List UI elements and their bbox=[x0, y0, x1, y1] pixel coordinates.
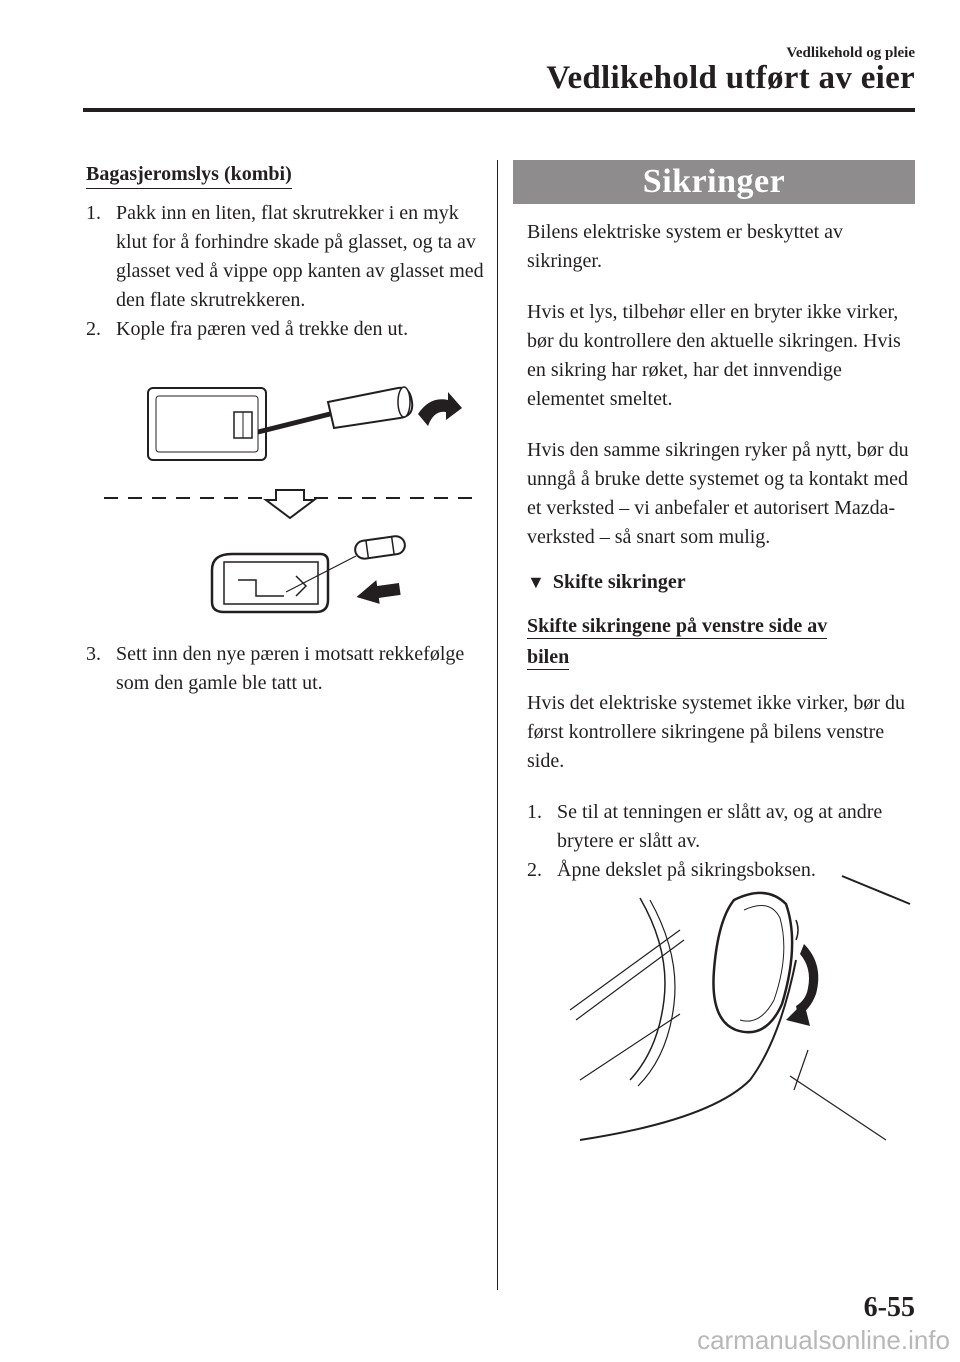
section-title: Vedlikehold utført av eier bbox=[546, 60, 915, 96]
column-divider bbox=[497, 160, 498, 1290]
list-item bbox=[86, 199, 486, 315]
paragraph-repeat: Hvis den samme sikringen ryker på nytt, bør du unngå å bruke dette systemet og ta kontakt med et verksted – vi anbefaler et autorisert Mazda-verksted – så snart som mulig. bbox=[527, 439, 909, 548]
subhead-left-fuses-text: Skifte sikringene på venstre side av bilen bbox=[527, 615, 828, 668]
step-text: Pakk inn en liten, flat skrutrekker i en myk klut for å forhindre skade på glasset, og ta av glasset ved å vippe opp kanten av glasset med den flate skrutrekkeren. bbox=[116, 202, 484, 311]
section-banner: Sikringer bbox=[513, 160, 915, 204]
step-text: Kople fra pæren ved å trekke den ut. bbox=[116, 318, 409, 340]
right-column bbox=[527, 218, 917, 885]
list-item bbox=[86, 640, 486, 698]
left-column-continued bbox=[86, 640, 486, 698]
fuse-box-cover-illustration bbox=[560, 870, 920, 1150]
step-number: 1. bbox=[86, 202, 101, 224]
triangle-marker-icon: ▼ bbox=[527, 572, 545, 592]
steps-list-a bbox=[86, 199, 486, 344]
paragraph-electrical: Hvis det elektriske systemet ikke virker, bør du først kontrollere sikringene på bilens venstre side. bbox=[527, 692, 905, 772]
chapter-title: Vedlikehold og pleie bbox=[786, 45, 915, 61]
subsection-heading-text: Skifte sikringer bbox=[552, 571, 686, 593]
paragraph-check: Hvis et lys, tilbehør eller en bryter ikke virker, bør du kontrollere den aktuelle sikringen. Hvis en sikring har røket, har det innvendige elementet smeltet. bbox=[527, 301, 901, 410]
watermark: carmanualsonline.info bbox=[697, 1325, 950, 1355]
step-number: 2. bbox=[86, 318, 101, 340]
step-text: Se til at tenningen er slått av, og at andre brytere er slått av. bbox=[557, 801, 883, 852]
step-text: Åpne dekslet på sikringsboksen. bbox=[557, 859, 816, 881]
subhead-left-fuses bbox=[527, 611, 867, 673]
step-number: 1. bbox=[527, 801, 542, 823]
steps-list-b bbox=[86, 640, 486, 698]
header-rule bbox=[83, 108, 915, 112]
list-item bbox=[86, 315, 486, 344]
step-number: 2. bbox=[527, 859, 542, 881]
subhead-luggage-light: Bagasjeromslys (kombi) bbox=[86, 161, 292, 189]
bulb-removal-illustration bbox=[100, 380, 480, 620]
step-text: Sett inn den nye pæren i motsatt rekkefølge som den gamle ble tatt ut. bbox=[116, 643, 465, 694]
step-number: 3. bbox=[86, 643, 101, 665]
paragraph-intro: Bilens elektriske system er beskyttet av sikringer. bbox=[527, 221, 844, 272]
subsection-heading bbox=[527, 568, 917, 597]
page-number: 6-55 bbox=[863, 1292, 915, 1323]
list-item bbox=[527, 798, 917, 856]
left-column bbox=[86, 160, 486, 344]
